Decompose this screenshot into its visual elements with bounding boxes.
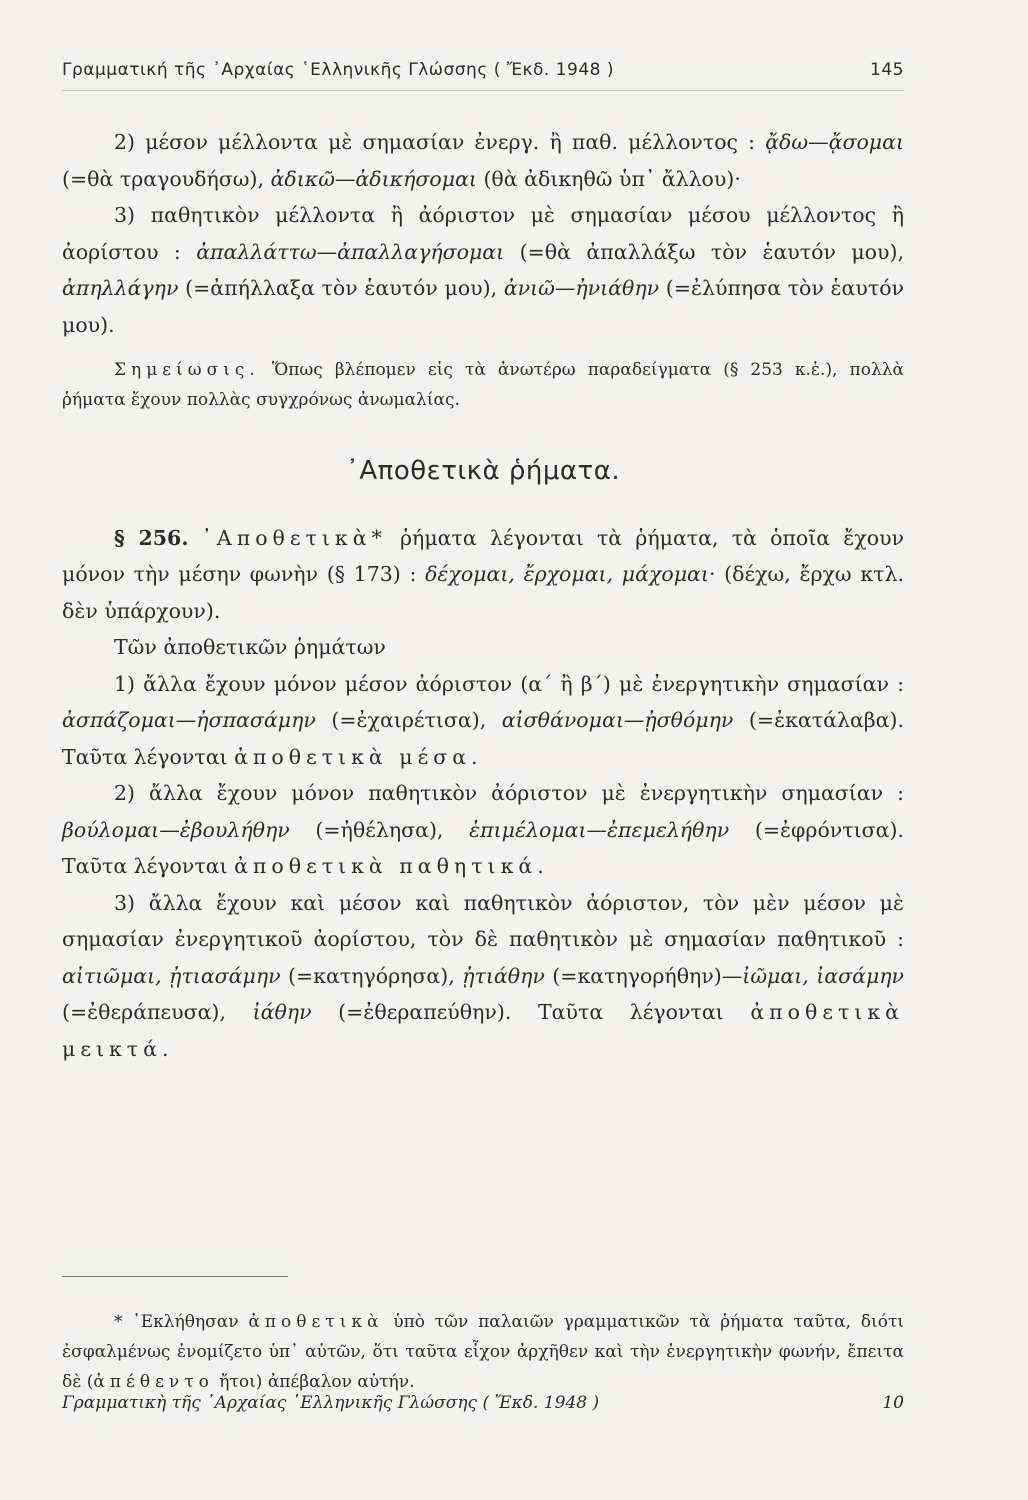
page-number: 145: [870, 60, 904, 80]
footer-signature: 10: [882, 1393, 904, 1413]
list-item-2: 2) ἄλλα ἔχουν μόνον παθητικὸν ἀόριστον μὲ ἐνεργητικὴν σημασίαν : βούλομαι—ἐβουλήθην (=ἠθέλησα), ἐπιμέλομαι—ἐπεμελήθην (=ἐφρόντισα). Ταῦτα λέγονται ἀποθετικὰ παθητικά.: [62, 781, 904, 878]
list-item-3: 3) ἄλλα ἔχουν καὶ μέσον καὶ παθητικὸν ἀόριστον, τὸν μὲν μέσον μὲ σημασίαν ἐνεργητικοῦ ἀορίστου, τὸν δὲ παθητικὸν μὲ σημασίαν παθητικοῦ : αἰτιῶμαι, ᾐτιασάμην (=κατηγόρησα), ᾐτιάθην (=κατηγορήθην)—ἰῶμαι, ἰασάμην (=ἐθεράπευσα), ἰάθην (=ἐθεραπεύθην). Ταῦτα λέγονται ἀποθετικὰ μεικτά.: [62, 890, 905, 1061]
note-paragraph: Σημείωσις. Ὅπως βλέπομεν εἰς τὰ ἀνωτέρω παραδείγματα (§ 253 κ.ἑ.), πολλὰ ῥήματα ἔχουν πολλὰς συγχρόνως ἀνωμαλίας.: [62, 360, 904, 410]
paragraph-passive-future: 3) παθητικὸν μέλλοντα ἢ ἀόριστον μὲ σημασίαν μέσου μέλλοντος ἢ ἀορίστου : ἀπαλλάττω—ἀπαλλαγήσομαι (=θὰ ἀπαλλάξω τὸν ἑαυτόν μου), ἀπηλλάγην (=ἀπήλλαξα τὸν ἑαυτόν μου), ἀνιῶ—ἠνιάθην (=ἐλύπησα τὸν ἑαυτόν μου).: [62, 203, 904, 337]
header-rule: [62, 90, 904, 91]
running-head-title: Γραμματική τῆς ᾿Αρχαίας ῾Ελληνικῆς Γλώσσης ( Ἔκδ. 1948 ): [62, 60, 615, 80]
section-intro: Τῶν ἀποθετικῶν ῥημάτων: [114, 635, 386, 659]
footer-title: Γραμματικὴ τῆς ᾿Αρχαίας ῾Ελληνικῆς Γλώσσης ( Ἔκδ. 1948 ): [62, 1393, 600, 1413]
section-256-paragraph: § 256. ᾿Αποθετικὰ* ῥήματα λέγονται τὰ ῥήματα, τὰ ὁποῖα ἔχουν μόνον τὴν μέσην φωνὴν (§ 173) : δέχομαι, ἔρχομαι, μάχομαι· (δέχω, ἔρχω κτλ. δὲν ὑπάρχουν).: [62, 525, 904, 623]
footnote: * ᾿Εκλήθησαν ἀποθετικὰ ὑπὸ τῶν παλαιῶν γραμματικῶν τὰ ῥήματα ταῦτα, διότι ἐσφαλμένως ἐνομίζετο ὑπ᾿ αὐτῶν, ὅτι ταῦτα εἶχον ἀρχῆθεν καὶ τὴν ἐνεργητικὴν φωνήν, ἔπειτα δὲ (ἀπέθεντο ἤτοι) ἀπέβαλον αὐτήν.: [62, 1312, 905, 1392]
footnote-rule: [62, 1276, 288, 1277]
body-text: [62, 124, 904, 1067]
paragraph-future-middle: 2) μέσον μέλλοντα μὲ σημασίαν ἐνεργ. ἢ παθ. μέλλοντος : ᾄδω—ᾄσομαι (=θὰ τραγουδήσω), ἀδικῶ—ἀδικήσομαι (θὰ ἀδικηθῶ ὑπ᾿ ἄλλου)·: [62, 130, 904, 191]
section-heading: ᾿Αποθετικὰ ῥήματα.: [345, 456, 621, 486]
list-item-1: 1) ἄλλα ἔχουν μόνον μέσον ἀόριστον (α΄ ἢ β΄) μὲ ἐνεργητικὴν σημασίαν : ἀσπάζομαι—ἠσπασάμην (=ἐχαιρέτισα), αἰσθάνομαι—ᾐσθόμην (=ἐκατάλαβα). Ταῦτα λέγονται ἀποθετικὰ μέσα.: [62, 671, 904, 769]
page-footer: [62, 1393, 904, 1413]
running-head: [62, 60, 904, 80]
